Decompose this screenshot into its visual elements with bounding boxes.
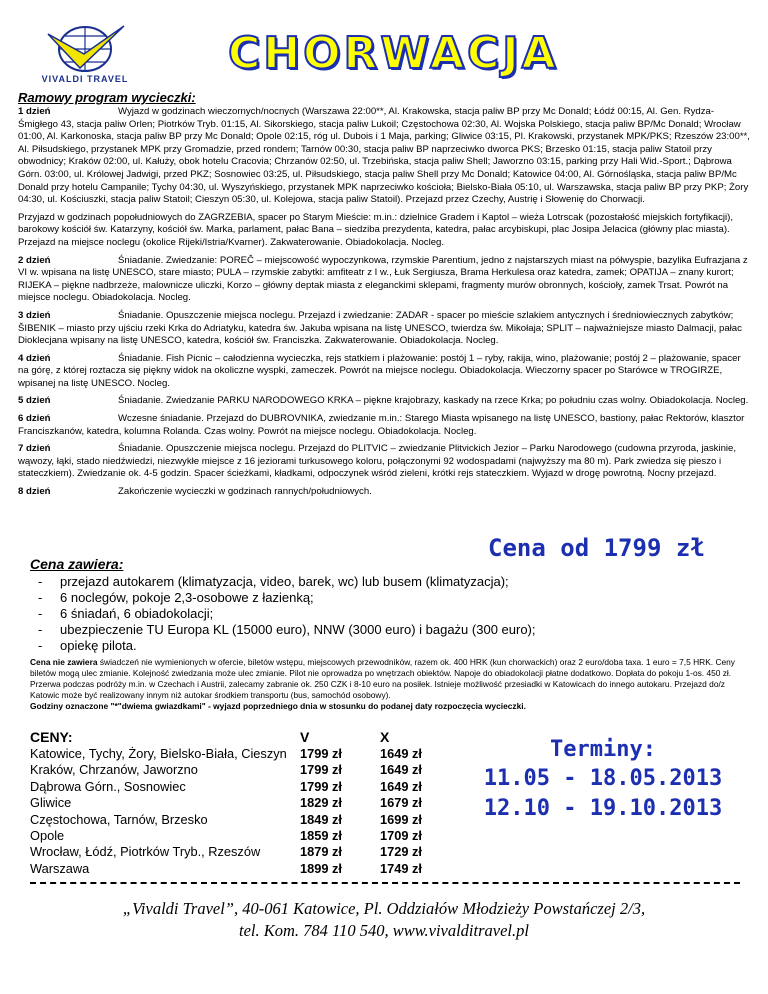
day-6 (18, 413, 752, 438)
footer (0, 898, 768, 942)
program-section (18, 90, 752, 504)
day-3 (18, 310, 752, 348)
day-text: Zakończenie wycieczki w godzinach rannych/południowych. (118, 486, 372, 498)
terms-title: Terminy: (550, 737, 656, 762)
day-8 (18, 486, 752, 499)
table-cell: 1899 zł (300, 860, 342, 876)
table-row: Wrocław, Łódź, Piotrków Tryb., Rzeszów (30, 844, 261, 860)
program-title: Ramowy program wycieczki: (18, 90, 196, 105)
day-label: 8 dzień (18, 486, 51, 498)
table-row: Kraków, Chrzanów, Jaworzno (30, 762, 198, 778)
day-1 (18, 106, 752, 207)
day-text: Śniadanie. Opuszczenie miejsca noclegu. Przejazd do PLITVIC – zwiedzanie Plitvickich Jezior – Parku Narodowego (cudowna przyroda, jaskinie, wąwozy, łąki, stado niedźwiedzi, niezwykłe miejsce z 16 jeziorami turkusowego koloru, połączonymi 92 wodospadami (najwyższy ma 80 m). Park zwiedza się pieszo i stateczkiem). Zwiedzanie ok. 4-5 godzin. Spacer ścieżkami, kładkami, odpoczynek wśród zieleni, krótki rejs stateczkiem. Wyjazd w drogę powrotną. Nocny przejazd. (18, 443, 737, 480)
price-notes (30, 657, 750, 712)
day-text: Śniadanie. Zwiedzanie: POREČ – miejscowość wypoczynkowa, rzymskie Parentium, jedno z najstarszych miast na półwyspie, bazylika Eufrazjana z VI w. wpisana na listę UNESCO, stare miasto; PULA – rzymskie zabytki: amfiteatr z I w., Łuk Sergiusza, Brama Herkulesa oraz katedra, zamek; OPATIJA – znany kurort; RIJEKA – piękne nadbrzeże, malownicze uliczki, Korzo – główny deptak miasta z eleganckimi sklepami, fragmenty murów obronnych, kościoły, zamek Trsat. Powrót na miejsce noclegu. Obiadokolacja. Nocleg. (18, 254, 748, 304)
day-7 (18, 443, 752, 481)
day-1-extra: Przyjazd w godzinach popołudniowych do ZAGRZEBIA, spacer po Starym Mieście: m.in.: dzielnice Gradem i Kaptol – wieża Lotrscak (pozostałość miejskich fortyfikacji), barokowy kościół św. Katarzyny, kościół św. Marka, parlament, pałac Bana – siedziba prezydenta, katedra, pałac arcybiskupi, plac Josipa Jelacica (główny plac miasta). Przejazd na miejsce noclegu (okolice Rijeki/Istria/Kvarner). Zakwaterowanie. Obiadokolacja. Nocleg. (18, 211, 734, 248)
table-cell: 1859 zł (300, 828, 342, 844)
table-cell: 1879 zł (300, 844, 342, 860)
includes-section (30, 556, 730, 654)
day-text: Śniadanie. Zwiedzanie PARKU NARODOWEGO KRKA – piękne krajobrazy, kaskady na rzece Krka; po południu czas wolny. Obiadokolacja. Nocleg. (118, 395, 749, 407)
price-from-badge: Cena od 1799 zł (488, 534, 705, 562)
col-v-header: V (300, 729, 310, 745)
page-title: CHORWACJA (228, 28, 559, 79)
term-date: 12.10 - 19.10.2013 (483, 796, 723, 821)
price-v-column (300, 728, 390, 877)
col-x-header: X (380, 729, 390, 745)
table-cell: 1699 zł (380, 811, 422, 827)
table-row: Częstochowa, Tarnów, Brzesko (30, 811, 208, 827)
notes-bold-line: Godziny oznaczone "*"dwiema gwiazdkami" - wyjazd poprzedniego dnia w stosunku do podanej daty rozpoczęcia wycieczki. (30, 701, 526, 711)
day-label: 6 dzień (18, 413, 51, 425)
price-header: CENY: (30, 729, 73, 745)
vivaldi-logo (40, 24, 130, 90)
table-cell: 1649 zł (380, 762, 422, 778)
day-text: Śniadanie. Opuszczenie miejsca noclegu. Przejazd i zwiedzanie: ZADAR - spacer po mieście szlakiem antycznych i średniowiecznych zabytków; ŠIBENIK – miasto przy ujściu rzeki Krka do Adriatyku, katedra św. Jakuba wpisana na listę UNESCO, twierdza św. Mikołaja; SPLIT – najważniejsze miasto Dalmacji, pałac Dioklecjana wpisany na listę UNESCO, katedra, kościół św. Franciszka. Zakwaterowanie. Obiadokolacja. Nocleg. (18, 309, 742, 347)
notes-text: świadczeń nie wymienionych w ofercie, biletów wstępu, miejscowych przewodników, razem ok. 400 HRK (kun chorwackich) oraz 2 euro/doba taxa. 1 euro = 7,5 HRK. Ceny biletów mogą ulec zmianie. Kolejność zwiedzania może ulec zmianie. Pilot nie oprowadza po wnętrzach obiektów. Napoje do obiadokolacji płatne dodatkowo. Dopłata do pokoju 1-os. 450 zł. Przerwa podczas podróży m.in. w Czechach i Austrii, zalecamy zabranie ok. 250 CZK i 8-10 euro na posiłek. Istnieje możliwość przesiadki w Katowicach do innego autokaru. Przejazd do/z Katowic może być realizowany innym niż autokar środkiem transportu (bus, samochód osobowy). (30, 657, 735, 700)
day-text: Wczesne śniadanie. Przejazd do DUBROVNIKA, zwiedzanie m.in.: Starego Miasta wpisanego na listę UNESCO, bastiony, pałac Rektorów, klasztor Franciszkanów, katedra, kolumna Rolanda. Czas wolny. Powrót na miejsce noclegu. Obiadokolacja. Nocleg. (18, 413, 745, 437)
includes-list (30, 574, 730, 654)
term-date: 11.05 - 18.05.2013 (483, 766, 723, 791)
price-city-column (30, 728, 300, 877)
table-cell: 1749 zł (380, 860, 422, 876)
list-item: - ubezpieczenie TU Europa KL (15000 euro), NNW (3000 euro) i bagażu (300 euro); (30, 622, 730, 638)
globe-v-icon (40, 24, 130, 74)
table-cell: 1799 zł (300, 778, 342, 794)
list-item: - przejazd autokarem (klimatyzacja, video, barek, wc) lub busem (klimatyzacja); (30, 574, 730, 590)
price-x-column (380, 728, 470, 877)
table-row: Warszawa (30, 860, 90, 876)
logo-text: VIVALDI TRAVEL (41, 74, 129, 84)
table-cell: 1649 zł (380, 746, 422, 761)
day-label: 7 dzień (18, 443, 51, 455)
day-label: 1 dzień (18, 106, 51, 117)
table-row: Katowice, Tychy, Żory, Bielsko-Biała, Cieszyn (30, 746, 287, 761)
table-row: Dąbrowa Górn., Sosnowiec (30, 778, 186, 794)
table-cell: 1829 zł (300, 795, 342, 811)
table-cell: 1649 zł (380, 778, 422, 794)
footer-address: „Vivaldi Travel”, 40-061 Katowice, Pl. Oddziałów Młodzieży Powstańczej 2/3, (122, 899, 646, 918)
divider (30, 880, 740, 886)
day-5 (18, 395, 752, 408)
day-label: 4 dzień (18, 352, 51, 364)
table-row: Opole (30, 828, 65, 844)
notes-lead: Cena nie zawiera (30, 657, 98, 667)
terms-box (478, 736, 728, 824)
footer-contact: tel. Kom. 784 110 540, www.vivalditravel.pl (239, 921, 529, 940)
day-4 (18, 353, 752, 391)
day-text: Wyjazd w godzinach wieczornych/nocnych (Warszawa 22:00**, Al. Krakowska, stacja paliw BP przy Mc Donald; Łódź 00:15, Al. Gen. Rydza-Śmigłego 43, stacja paliw Orlen; Piotrków Tryb. 01:15, Al. Sikorskiego, stacja paliw Lukoil; Częstochowa 02:30, Al. Wojska Polskiego, stacja paliw BP/Mc Donald; Wrocław 01:00, Al. Karkonoska, stacja paliw BP przy Mc Donald; Opole 02:15, róg ul. Dubois i 1 Maja, parking; Gliwice 03:15, Pl. Krakowski, przystanek MPK/PKS; Rzeszów 23:00**, Al. Piłsudskiego, przystanek MPK przy Gromadzie, przed rondem; Tarnów 00:30, stacja paliw BP naprzeciwko dworca PKS; Brzesko 01:15, stacja paliw Statoil przy obwodnicy; Kraków 02:00, ul. Kałuży, obok hotelu Cracovia; Chrzanów 02:50, ul. Trzebińska, stacja paliw Shell; Jaworzno 03:15, parking przy Hali Wid.-Sport.; Dąbrowa Górn. 03:00, ul. Królowej Jadwigi, przed PKZ; Sosnowiec 03:25, ul. Piłsudskiego, stacja paliw Shell przy Mc Donald; Katowice 04:00, Al. Górnośląska, stacja paliw BP/Mc Donald przy hotelu Campanile; Tychy 04:30, ul. Wyszyńskiego, przystanek MPK naprzeciwko kościoła; Bielsko-Biała 05:10, ul. Warszawska, stacja paliw BP przy PKP; Żory 04:30, ul. Kościuszki, stacja paliw Statoil; Cieszyn 05:30, ul. Kolejowa, stacja paliw Statoil). Przejazd przez Czechy, Austrię i Słowenię do Chorwacji. (18, 106, 750, 206)
day-2 (18, 255, 752, 305)
day-label: 2 dzień (18, 254, 51, 266)
table-row: Gliwice (30, 795, 72, 811)
list-item: - 6 noclegów, pokoje 2,3-osobowe z łazienką; (30, 590, 730, 606)
day-label: 3 dzień (18, 309, 51, 321)
table-cell: 1729 zł (380, 844, 422, 860)
table-cell: 1709 zł (380, 828, 422, 844)
includes-title: Cena zawiera: (30, 556, 124, 572)
table-cell: 1679 zł (380, 795, 422, 811)
table-cell: 1849 zł (300, 811, 342, 827)
table-cell: 1799 zł (300, 746, 342, 761)
list-item: - 6 śniadań, 6 obiadokolacji; (30, 606, 730, 622)
day-label: 5 dzień (18, 395, 51, 407)
day-text: Śniadanie. Fish Picnic – całodzienna wycieczka, rejs statkiem i plażowanie: postój 1 – ryby, rakija, wino, plażowanie; postój 2 – plażowanie, spacer na górę, z której roztacza się piękny widok na okoliczne wyspki, zameczek. Powrót na miejsce noclegu. Obiadokolacja. Wieczorny spacer po Starówce w TROGIRZE, wpisanej na listę UNESCO. Nocleg. (18, 352, 741, 389)
table-cell: 1799 zł (300, 762, 342, 778)
list-item: - opiekę pilota. (30, 638, 730, 654)
